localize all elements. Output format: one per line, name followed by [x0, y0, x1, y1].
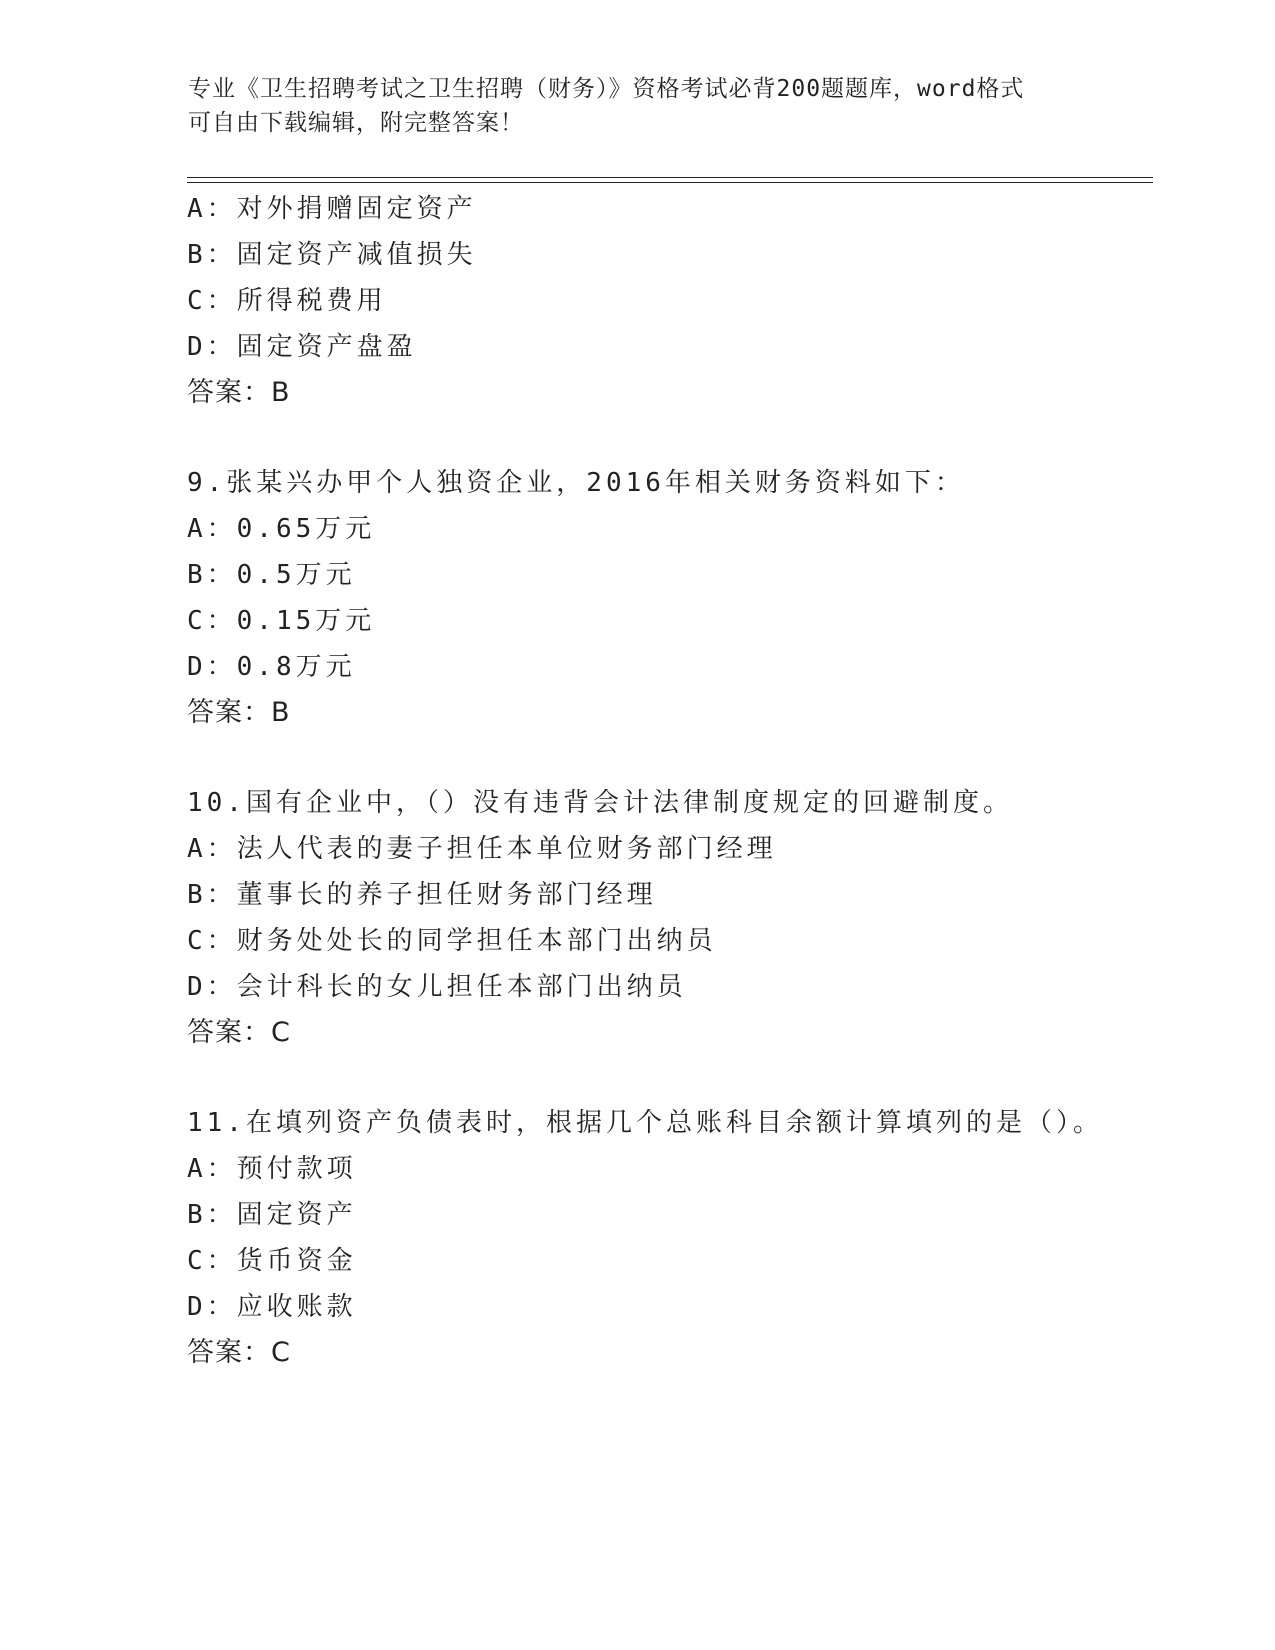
option-b: B：固定资产 — [187, 1200, 357, 1230]
question-list — [187, 186, 1167, 1376]
header-divider-bottom — [187, 182, 1153, 183]
document-header — [188, 72, 1088, 140]
option-a: A：法人代表的妻子担任本单位财务部门经理 — [187, 834, 777, 864]
question-block-10 — [187, 780, 1167, 1056]
header-divider-top — [187, 177, 1153, 178]
header-title-line-1: 专业《卫生招聘考试之卫生招聘（财务）》资格考试必背200题题库，word格式 — [188, 76, 1025, 102]
question-text: 10.国有企业中，（）没有违背会计法律制度规定的回避制度。 — [187, 788, 1013, 818]
option-d: D：应收账款 — [187, 1292, 357, 1322]
option-a: A：对外捐赠固定资产 — [187, 194, 477, 224]
option-c: C：财务处处长的同学担任本部门出纳员 — [187, 926, 717, 956]
answer-line: 答案：C — [187, 1337, 291, 1368]
question-spacer — [187, 416, 1167, 460]
answer-line: 答案：B — [187, 697, 291, 728]
option-d: D：0.8万元 — [187, 652, 356, 682]
question-block-partial — [187, 186, 1167, 416]
option-b: B：固定资产减值损失 — [187, 240, 477, 270]
question-text: 9.张某兴办甲个人独资企业，2016年相关财务资料如下： — [187, 468, 965, 498]
option-a: A：预付款项 — [187, 1154, 357, 1184]
option-d: D：固定资产盘盈 — [187, 332, 417, 362]
option-b: B：董事长的养子担任财务部门经理 — [187, 880, 657, 910]
option-c: C：0.15万元 — [187, 606, 376, 636]
answer-line: 答案：B — [187, 377, 291, 408]
question-text: 11.在填列资产负债表时，根据几个总账科目余额计算填列的是（）。 — [187, 1108, 1103, 1138]
question-spacer — [187, 736, 1167, 780]
question-spacer — [187, 1056, 1167, 1100]
option-c: C：所得税费用 — [187, 286, 387, 316]
option-d: D：会计科长的女儿担任本部门出纳员 — [187, 972, 687, 1002]
question-block-11 — [187, 1100, 1167, 1376]
header-title-line-2: 可自由下载编辑，附完整答案！ — [188, 110, 524, 136]
question-block-9 — [187, 460, 1167, 736]
option-a: A：0.65万元 — [187, 514, 376, 544]
option-b: B：0.5万元 — [187, 560, 356, 590]
option-c: C：货币资金 — [187, 1246, 357, 1276]
answer-line: 答案：C — [187, 1017, 291, 1048]
